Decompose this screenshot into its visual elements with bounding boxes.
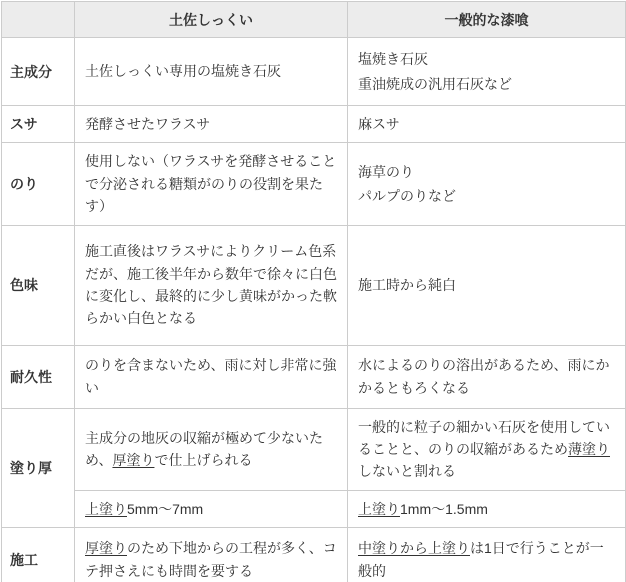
header-general-shikkui: 一般的な漆喰 <box>348 2 626 38</box>
cell-general <box>348 408 626 490</box>
term-link[interactable]: 厚塗り <box>112 452 155 469</box>
table-row <box>2 408 626 490</box>
cell-tosa <box>75 143 348 225</box>
cell-general <box>348 528 626 582</box>
table-row <box>2 225 626 345</box>
cell-line: 麻スサ <box>358 116 400 132</box>
cell-general <box>348 106 626 143</box>
row-label: スサ <box>2 106 75 143</box>
cell-line: 施工時から純白 <box>358 276 456 293</box>
cell-tosa <box>75 38 348 106</box>
table-row <box>2 490 626 527</box>
cell-line: 土佐しっくい専用の塩焼き石灰 <box>85 63 281 80</box>
cell-line: 使用しない（ワラスサを発酵させることで分泌される糖類がのりの役割を果たす） <box>85 153 337 215</box>
row-label: 耐久性 <box>2 345 75 408</box>
cell-tosa <box>75 345 348 408</box>
cell-line: 主成分の地灰の収縮が極めて少ないため、厚塗りで仕上げられる <box>85 429 323 469</box>
cell-line: 上塗り5mm〜7mm <box>85 500 204 517</box>
row-label: 主成分 <box>2 38 75 106</box>
header-row <box>2 2 626 38</box>
term-link[interactable]: 上塗り <box>85 500 127 517</box>
cell-general <box>348 345 626 408</box>
cell-line: のりを含まないため、雨に対し非常に強い <box>85 357 337 396</box>
cell-tosa <box>75 408 348 490</box>
table-row <box>2 38 626 106</box>
cell-line: 水によるのりの溶出があるため、雨にかかるともろくなる <box>358 357 610 396</box>
corner-cell <box>2 2 75 38</box>
row-label: 塗り厚 <box>2 408 75 528</box>
term-link[interactable]: 上塗り <box>358 500 400 517</box>
cell-line: 塩焼き石灰 <box>358 51 428 68</box>
cell-line: 一般的に粒子の細かい石灰を使用していることと、のりの収縮があるため薄塗りしないと割れる <box>358 418 610 480</box>
row-label: 色味 <box>2 225 75 345</box>
header-tosa-shikkui: 土佐しっくい <box>75 2 348 38</box>
term-link[interactable]: 中塗りから上塗り <box>358 540 470 557</box>
cell-tosa <box>75 490 348 527</box>
cell-line: 上塗り1mm〜1.5mm <box>358 500 488 517</box>
table-row <box>2 106 626 143</box>
cell-general <box>348 143 626 225</box>
table-row <box>2 528 626 582</box>
cell-line: 中塗りから上塗りは1日で行うことが一般的 <box>358 540 604 579</box>
row-label: のり <box>2 143 75 225</box>
cell-tosa <box>75 528 348 582</box>
cell-line: 厚塗りのため下地からの工程が多く、コテ押さえにも時間を要する <box>85 540 337 579</box>
cell-tosa <box>75 225 348 345</box>
comparison-table <box>1 1 626 582</box>
cell-general <box>348 38 626 106</box>
term-link[interactable]: 厚塗り <box>85 540 127 557</box>
row-label: 施工 <box>2 528 75 582</box>
cell-line: 重油焼成の汎用石灰など <box>358 75 512 92</box>
table-body <box>2 38 626 582</box>
cell-tosa <box>75 106 348 143</box>
cell-line: 発酵させたワラスサ <box>85 116 211 132</box>
table-row <box>2 143 626 225</box>
cell-line: パルプのりなど <box>358 187 456 204</box>
cell-line: 施工直後はワラスサによりクリーム色系だが、施工後半年から数年で徐々に白色に変化し、最終的に少し黄味がかった軟らかい白色となる <box>85 243 337 327</box>
cell-general <box>348 225 626 345</box>
table-row <box>2 345 626 408</box>
cell-general <box>348 490 626 527</box>
term-link[interactable]: 薄塗り <box>568 440 610 457</box>
cell-line: 海草のり <box>358 163 414 180</box>
